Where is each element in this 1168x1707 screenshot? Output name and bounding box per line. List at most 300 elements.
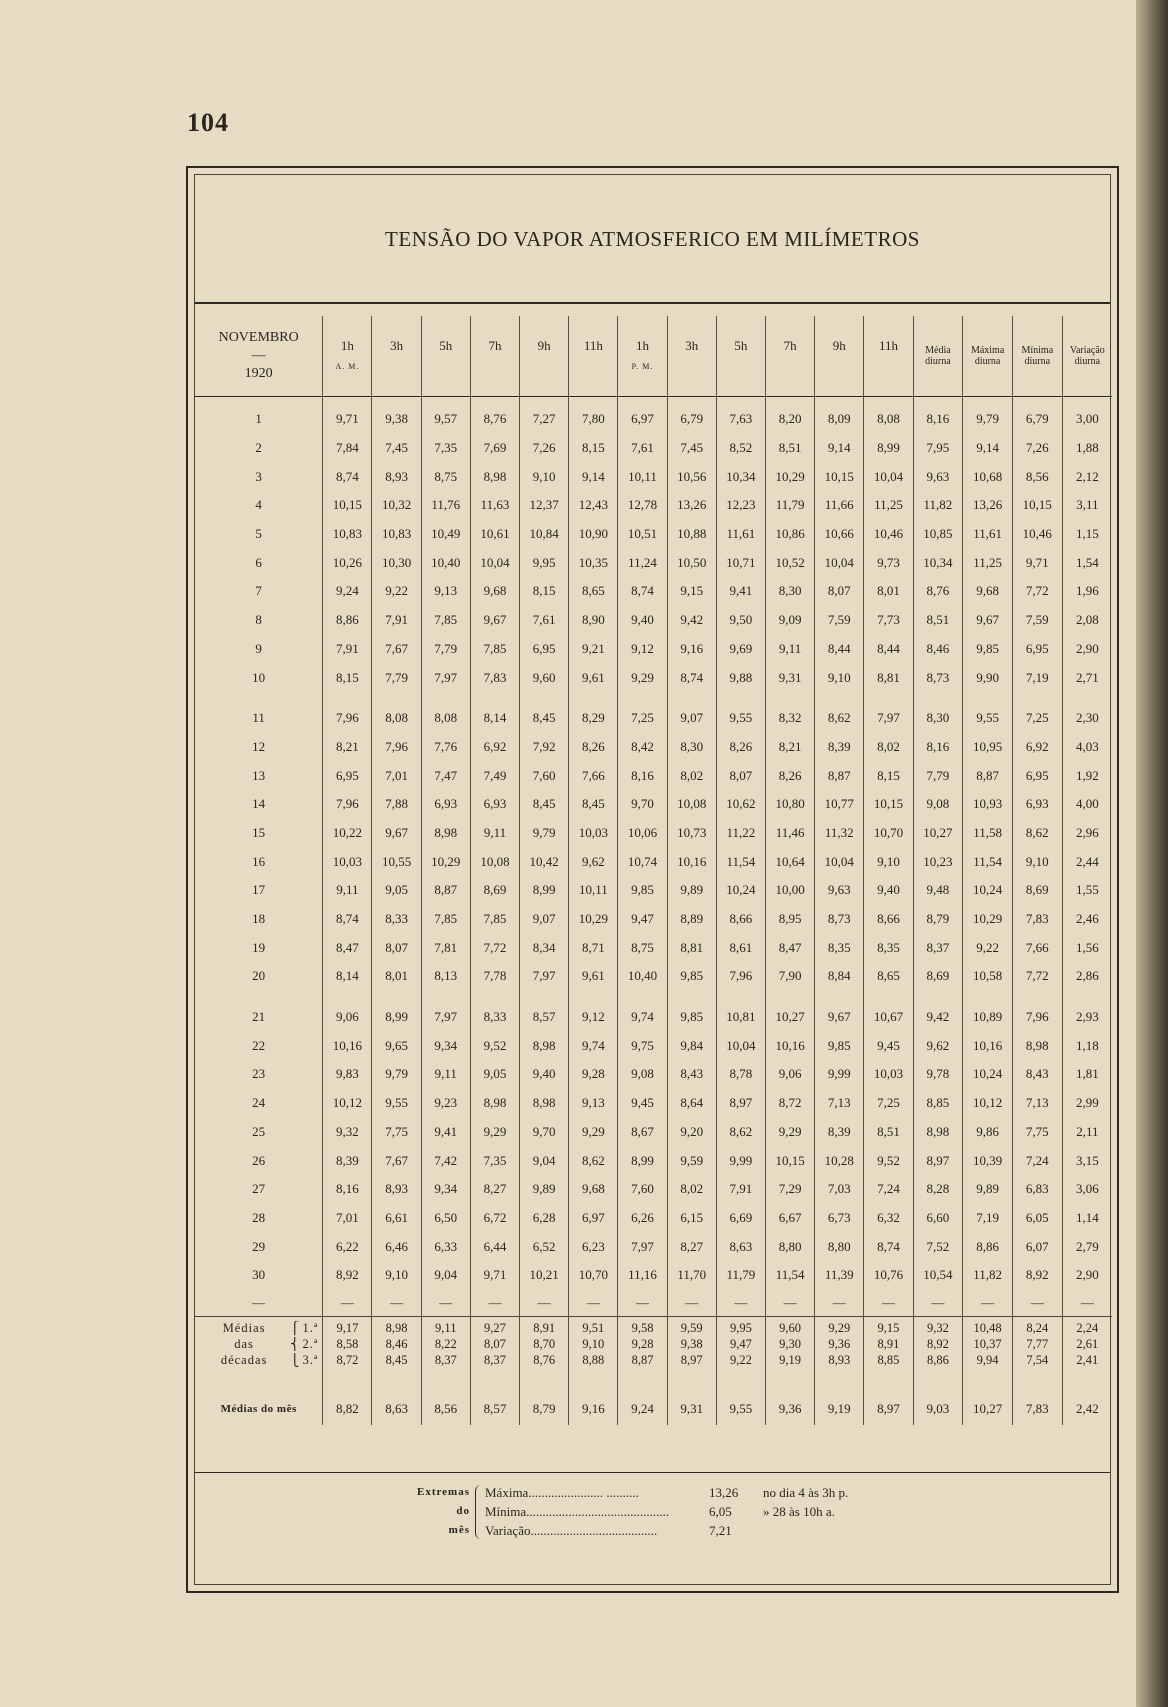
value-cell: 9,71 [1012, 548, 1062, 577]
decade-value: 9,27 [470, 1321, 519, 1337]
table-row [195, 663, 1112, 692]
value-cell: 7,92 [520, 733, 569, 762]
spacer-cell [421, 991, 470, 1003]
spacer-cell [765, 991, 814, 1003]
value-cell: 8,42 [618, 733, 667, 762]
value-cell: 11,82 [963, 1261, 1013, 1290]
spacer-cell [963, 1369, 1013, 1381]
table-row [195, 876, 1112, 905]
spacer-cell [520, 692, 569, 704]
table-row [195, 1261, 1112, 1290]
value-cell: 10,04 [815, 847, 864, 876]
value-cell: 10,49 [421, 520, 470, 549]
decade-number: 2.ª [302, 1337, 319, 1352]
value-cell: 7,66 [1012, 933, 1062, 962]
hour-label: 3h [390, 338, 404, 353]
value-cell: 8,08 [864, 405, 913, 434]
value-cell: 7,03 [815, 1175, 864, 1204]
value-cell: 9,85 [618, 876, 667, 905]
value-cell: 6,52 [520, 1232, 569, 1261]
table-frame-inner [194, 174, 1111, 1585]
value-cell: 8,16 [913, 405, 963, 434]
value-cell: 7,59 [1012, 606, 1062, 635]
value-cell: 7,96 [716, 962, 765, 991]
spacer-cell [569, 397, 618, 406]
value-cell: 8,56 [1012, 462, 1062, 491]
value-cell: 8,63 [716, 1232, 765, 1261]
decade-value: 8,37 [470, 1353, 519, 1369]
value-cell: 1,18 [1062, 1031, 1112, 1060]
value-cell: 10,27 [765, 1003, 814, 1032]
hour-label: 11h [583, 338, 603, 353]
extremes-label: Extremas do mês [416, 1486, 470, 1536]
value-cell: 8,46 [913, 635, 963, 664]
day-cell: 10 [252, 669, 266, 685]
value-cell: 8,98 [520, 1031, 569, 1060]
value-cell: 7,96 [1012, 1003, 1062, 1032]
decade-value: 8,76 [520, 1353, 569, 1369]
value-cell: 9,85 [667, 962, 716, 991]
value-cell: 10,15 [1012, 491, 1062, 520]
value-cell: 8,89 [667, 905, 716, 934]
month-dash: — [251, 348, 266, 363]
decade-brace: ⎩ [290, 1353, 301, 1368]
value-cell: 7,78 [470, 962, 519, 991]
spacer-cell [913, 1381, 963, 1393]
decade-value: 9,19 [765, 1353, 814, 1369]
table-row [195, 819, 1112, 848]
hour-label: 1h [340, 338, 354, 353]
value-cell: 9,24 [323, 577, 372, 606]
value-cell: 10,15 [864, 790, 913, 819]
hour-header [765, 316, 814, 397]
value-cell: 9,11 [421, 1060, 470, 1089]
monthly-mean-value: 9,19 [815, 1393, 864, 1425]
value-cell: 8,34 [520, 933, 569, 962]
spacer-cell [963, 991, 1013, 1003]
hour-header [470, 316, 519, 397]
decade-value: 8,93 [815, 1353, 864, 1369]
spacer-cell [963, 397, 1013, 406]
value-cell: 9,84 [667, 1031, 716, 1060]
value-cell: 9,45 [864, 1031, 913, 1060]
value-cell: 7,25 [618, 704, 667, 733]
value-cell: 7,67 [372, 635, 421, 664]
day-cell: 24 [252, 1095, 266, 1111]
hour-header [864, 316, 913, 397]
value-cell: 11,61 [716, 520, 765, 549]
value-cell: 8,99 [372, 1003, 421, 1032]
value-cell: 9,16 [667, 635, 716, 664]
decade-value: 10,48 [963, 1321, 1013, 1337]
value-cell: 8,80 [765, 1232, 814, 1261]
value-cell: 8,33 [470, 1003, 519, 1032]
value-cell: 6,92 [470, 733, 519, 762]
value-cell: 8,98 [470, 462, 519, 491]
decade-value: 9,36 [815, 1337, 864, 1353]
decade-row [195, 1353, 1112, 1369]
extreme-value: 7,21 [709, 1523, 732, 1538]
value-cell: 10,42 [520, 847, 569, 876]
value-cell: 2,96 [1062, 819, 1112, 848]
value-cell: 9,79 [520, 819, 569, 848]
value-cell: 9,13 [569, 1089, 618, 1118]
decade-value: 2,24 [1062, 1321, 1112, 1337]
value-cell: 6,26 [618, 1204, 667, 1233]
value-cell: 10,39 [963, 1146, 1013, 1175]
decade-value: 2,41 [1062, 1353, 1112, 1369]
value-cell: 11,76 [421, 491, 470, 520]
value-cell: 8,15 [569, 434, 618, 463]
table-row [195, 548, 1112, 577]
value-cell: 9,68 [470, 577, 519, 606]
value-cell: 9,10 [372, 1261, 421, 1290]
value-cell: 8,47 [765, 933, 814, 962]
value-cell: 9,05 [372, 876, 421, 905]
decade-value: 10,37 [963, 1337, 1013, 1353]
value-cell: 7,85 [470, 905, 519, 934]
value-cell: 7,60 [520, 761, 569, 790]
value-cell: 6,33 [421, 1232, 470, 1261]
value-cell: 8,92 [1012, 1261, 1062, 1290]
value-cell: 10,84 [520, 520, 569, 549]
value-cell: 9,10 [815, 663, 864, 692]
value-cell: 9,62 [569, 847, 618, 876]
value-cell: 9,11 [765, 635, 814, 664]
value-cell: 10,58 [963, 962, 1013, 991]
value-cell: 9,29 [470, 1118, 519, 1147]
value-cell: 10,29 [421, 847, 470, 876]
spacer-cell [372, 397, 421, 406]
value-cell: 9,08 [618, 1060, 667, 1089]
value-cell: 10,34 [913, 548, 963, 577]
value-cell: 10,32 [372, 491, 421, 520]
spacer-cell [864, 397, 913, 406]
value-cell: 11,22 [716, 819, 765, 848]
value-cell: 2,46 [1062, 905, 1112, 934]
value-cell: 7,25 [864, 1089, 913, 1118]
value-cell: 11,46 [765, 819, 814, 848]
value-cell: 6,32 [864, 1204, 913, 1233]
day-cell: 7 [255, 583, 262, 599]
value-cell: 6,50 [421, 1204, 470, 1233]
spacer-cell [470, 397, 519, 406]
spacer-cell [1012, 397, 1062, 406]
value-cell: 7,80 [569, 405, 618, 434]
value-cell: 10,89 [963, 1003, 1013, 1032]
value-cell: 7,85 [470, 635, 519, 664]
decade-value: 8,22 [421, 1337, 470, 1353]
decade-value: 8,88 [569, 1353, 618, 1369]
extreme-name: Máxima....................... .......... [485, 1485, 639, 1500]
value-cell: 7,83 [1012, 905, 1062, 934]
spacer-cell [520, 397, 569, 406]
value-cell: 7,97 [864, 704, 913, 733]
value-cell: 9,34 [421, 1175, 470, 1204]
table-frame [186, 166, 1119, 1593]
value-cell: 9,50 [716, 606, 765, 635]
month-name: NOVEMBRO [218, 330, 299, 345]
dash-cell: — [716, 1290, 765, 1317]
spacer-cell [372, 991, 421, 1003]
value-cell: 10,35 [569, 548, 618, 577]
value-cell: 8,51 [864, 1118, 913, 1147]
value-cell: 9,04 [520, 1146, 569, 1175]
value-cell: 10,23 [913, 847, 963, 876]
value-cell: 8,45 [520, 790, 569, 819]
decade-value: 9,28 [618, 1337, 667, 1353]
day-cell: 15 [252, 824, 266, 840]
value-cell: 10,95 [963, 733, 1013, 762]
value-cell: 9,67 [815, 1003, 864, 1032]
dash-cell: — [323, 1290, 372, 1317]
day-cell: 17 [252, 882, 266, 898]
decade-brace: ⎧ [290, 1321, 301, 1336]
value-cell: 8,62 [716, 1118, 765, 1147]
hour-label: 11h [878, 338, 898, 353]
value-cell: 8,73 [913, 663, 963, 692]
value-cell: 8,44 [815, 635, 864, 664]
decade-number: 1.ª [302, 1321, 319, 1336]
value-cell: 9,70 [520, 1118, 569, 1147]
value-cell: 10,04 [864, 462, 913, 491]
hour-spacer [471, 360, 519, 373]
value-cell: 9,57 [421, 405, 470, 434]
table-row [195, 1146, 1112, 1175]
value-cell: 8,52 [716, 434, 765, 463]
value-cell: 10,16 [667, 847, 716, 876]
value-cell: 10,67 [864, 1003, 913, 1032]
value-cell: 7,90 [765, 962, 814, 991]
spacer-cell [470, 1369, 519, 1381]
value-cell: 8,32 [765, 704, 814, 733]
value-cell: 6,05 [1012, 1204, 1062, 1233]
spacer-cell [815, 991, 864, 1003]
value-cell: 10,08 [667, 790, 716, 819]
summary-header: Variação diurna [1062, 316, 1112, 397]
value-cell: 9,78 [913, 1060, 963, 1089]
value-cell: 7,85 [421, 606, 470, 635]
table-row [195, 635, 1112, 664]
spacer-cell [618, 1381, 667, 1393]
value-cell: 9,61 [569, 962, 618, 991]
value-cell: 9,52 [864, 1146, 913, 1175]
value-cell: 7,96 [372, 733, 421, 762]
value-cell: 2,71 [1062, 663, 1112, 692]
hour-spacer [717, 360, 765, 373]
value-cell: 9,79 [372, 1060, 421, 1089]
value-cell: 9,99 [815, 1060, 864, 1089]
value-cell: 11,25 [963, 548, 1013, 577]
value-cell: 7,75 [372, 1118, 421, 1147]
value-cell: 9,69 [716, 635, 765, 664]
day-cell: 3 [255, 468, 262, 484]
value-cell: 7,13 [815, 1089, 864, 1118]
decade-value: 9,22 [716, 1353, 765, 1369]
spacer-cell [195, 991, 323, 1003]
value-cell: 7,35 [421, 434, 470, 463]
value-cell: 8,16 [913, 733, 963, 762]
hour-header [815, 316, 864, 397]
monthly-mean-label: Médias do mês [220, 1402, 297, 1415]
value-cell: 9,32 [323, 1118, 372, 1147]
value-cell: 7,01 [323, 1204, 372, 1233]
value-cell: 8,98 [913, 1118, 963, 1147]
value-cell: 10,93 [963, 790, 1013, 819]
value-cell: 8,69 [913, 962, 963, 991]
spacer-cell [323, 1381, 372, 1393]
value-cell: 8,62 [815, 704, 864, 733]
decade-value: 9,95 [716, 1321, 765, 1337]
value-cell: 10,88 [667, 520, 716, 549]
value-cell: 8,79 [913, 905, 963, 934]
value-cell: 8,45 [520, 704, 569, 733]
value-cell: 7,95 [913, 434, 963, 463]
hour-header [716, 316, 765, 397]
value-cell: 9,45 [618, 1089, 667, 1118]
value-cell: 10,21 [520, 1261, 569, 1290]
value-cell: 10,54 [913, 1261, 963, 1290]
value-cell: 6,93 [470, 790, 519, 819]
value-cell: 9,63 [913, 462, 963, 491]
value-cell: 9,79 [963, 405, 1013, 434]
value-cell: 8,33 [372, 905, 421, 934]
value-cell: 10,16 [765, 1031, 814, 1060]
extremes-brace [475, 1485, 482, 1539]
spacer-cell [913, 692, 963, 704]
value-cell: 10,03 [864, 1060, 913, 1089]
value-cell: 10,62 [716, 790, 765, 819]
value-cell: 1,54 [1062, 548, 1112, 577]
value-cell: 8,75 [421, 462, 470, 491]
value-cell: 9,41 [716, 577, 765, 606]
monthly-mean-value: 8,97 [864, 1393, 913, 1425]
value-cell: 9,73 [864, 548, 913, 577]
value-cell: 11,25 [864, 491, 913, 520]
value-cell: 9,06 [323, 1003, 372, 1032]
value-cell: 8,43 [1012, 1060, 1062, 1089]
value-cell: 2,90 [1062, 1261, 1112, 1290]
spacer-cell [618, 1369, 667, 1381]
value-cell: 11,63 [470, 491, 519, 520]
value-cell: 6,72 [470, 1204, 519, 1233]
value-cell: 9,74 [618, 1003, 667, 1032]
table-row [195, 434, 1112, 463]
vapor-tension-table [195, 316, 1112, 1425]
extreme-value: 6,05 [709, 1504, 732, 1519]
value-cell: 6,28 [520, 1204, 569, 1233]
spacer-cell [913, 991, 963, 1003]
decade-value: 8,46 [372, 1337, 421, 1353]
extreme-row [485, 1521, 945, 1540]
value-cell: 11,54 [963, 847, 1013, 876]
value-cell: 8,20 [765, 405, 814, 434]
monthly-mean-value: 8,57 [470, 1393, 519, 1425]
value-cell: 11,16 [618, 1261, 667, 1290]
value-cell: 8,16 [618, 761, 667, 790]
value-cell: 9,99 [716, 1146, 765, 1175]
value-cell: 10,29 [963, 905, 1013, 934]
hour-label: 7h [488, 338, 502, 353]
dash-cell: — [470, 1290, 519, 1317]
value-cell: 8,85 [913, 1089, 963, 1118]
value-cell: 9,85 [815, 1031, 864, 1060]
value-cell: 8,76 [470, 405, 519, 434]
value-cell: 10,81 [716, 1003, 765, 1032]
value-cell: 2,44 [1062, 847, 1112, 876]
decade-value: 8,24 [1012, 1321, 1062, 1337]
value-cell: 10,24 [963, 1060, 1013, 1089]
value-cell: 8,07 [716, 761, 765, 790]
value-cell: 2,79 [1062, 1232, 1112, 1261]
value-cell: 9,29 [765, 1118, 814, 1147]
value-cell: 8,39 [815, 1118, 864, 1147]
extreme-value: 13,26 [709, 1485, 739, 1500]
value-cell: 8,66 [864, 905, 913, 934]
monthly-mean-value: 9,55 [716, 1393, 765, 1425]
value-cell: 1,55 [1062, 876, 1112, 905]
value-cell: 7,24 [864, 1175, 913, 1204]
value-cell: 8,15 [323, 663, 372, 692]
table-row [195, 491, 1112, 520]
value-cell: 9,62 [913, 1031, 963, 1060]
value-cell: 2,86 [1062, 962, 1112, 991]
value-cell: 11,79 [765, 491, 814, 520]
value-cell: 8,67 [618, 1118, 667, 1147]
value-cell: 9,42 [667, 606, 716, 635]
table-row [195, 1118, 1112, 1147]
decade-value: 9,38 [667, 1337, 716, 1353]
dash-cell: — [569, 1290, 618, 1317]
value-cell: 8,73 [815, 905, 864, 934]
decade-value: 8,58 [323, 1337, 372, 1353]
value-cell: 7,61 [618, 434, 667, 463]
value-cell: 7,83 [470, 663, 519, 692]
value-cell: 9,14 [963, 434, 1013, 463]
value-cell: 8,08 [421, 704, 470, 733]
table-row [195, 905, 1112, 934]
hour-header [618, 316, 667, 397]
value-cell: 11,66 [815, 491, 864, 520]
day-cell: 30 [252, 1267, 266, 1283]
decade-value: 8,37 [421, 1353, 470, 1369]
decade-value: 8,97 [667, 1353, 716, 1369]
hour-spacer [520, 360, 568, 373]
hour-label: 7h [783, 338, 797, 353]
value-cell: 9,12 [618, 635, 667, 664]
value-cell: 7,84 [323, 434, 372, 463]
value-cell: 8,21 [323, 733, 372, 762]
value-cell: 9,11 [323, 876, 372, 905]
value-cell: 9,85 [667, 1003, 716, 1032]
value-cell: 7,96 [323, 704, 372, 733]
value-cell: 4,00 [1062, 790, 1112, 819]
value-cell: 7,85 [421, 905, 470, 934]
value-cell: 7,19 [963, 1204, 1013, 1233]
spacer-cell [667, 991, 716, 1003]
value-cell: 8,08 [372, 704, 421, 733]
value-cell: 8,98 [520, 1089, 569, 1118]
value-cell: 9,55 [716, 704, 765, 733]
value-cell: 10,85 [913, 520, 963, 549]
table-row [195, 1175, 1112, 1204]
spacer-cell [372, 1369, 421, 1381]
decade-value: 9,17 [323, 1321, 372, 1337]
value-cell: 11,70 [667, 1261, 716, 1290]
value-cell: 8,44 [864, 635, 913, 664]
monthly-mean-value: 8,79 [520, 1393, 569, 1425]
hour-spacer [815, 360, 863, 373]
